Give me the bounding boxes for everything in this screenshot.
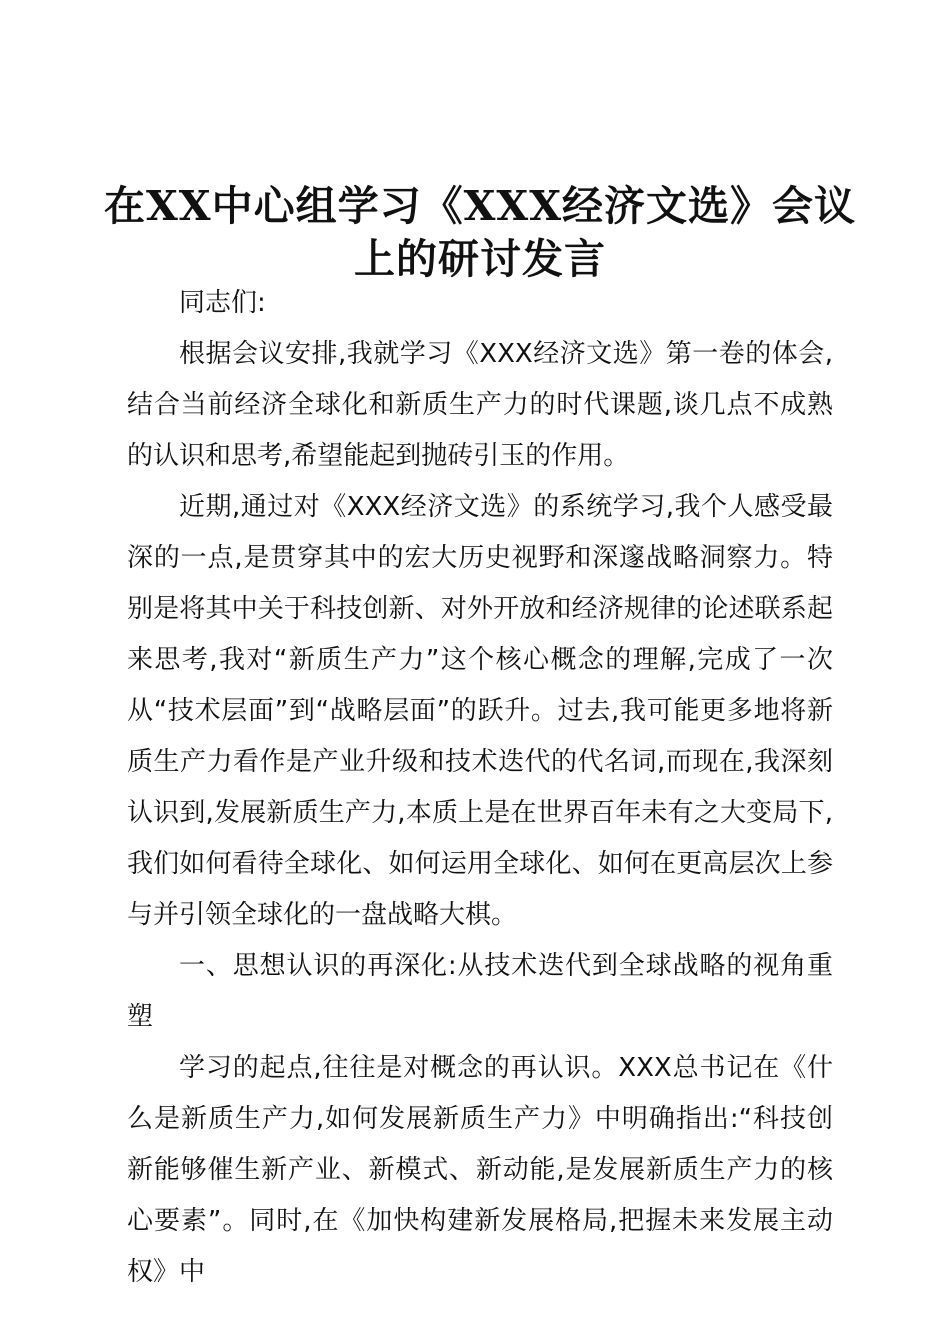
section-heading-1: 一、思想认识的再深化:从技术迭代到全球战略的视角重塑: [127, 951, 833, 1032]
salutation: 同志们:: [179, 288, 266, 318]
paragraph-section-1: 学习的起点,往往是对概念的再认识。XXX总书记在《什么是新质生产力,如何发展新质生产力》中明确指出:“科技创新能够催生新产业、新模式、新动能,是发展新质生产力的核心要素”。同时,在《加快构建新发展格局,把握未来发展主动权》中: [127, 1053, 833, 1287]
paragraph-reflection: 近期,通过对《XXX经济文选》的系统学习,我个人感受最深的一点,是贯穿其中的宏大历史视野和深邃战略洞察力。特别是将其中关于科技创新、对外开放和经济规律的论述联系起来思考,我对“新质生产力”这个核心概念的理解,完成了一次从“技术层面”到“战略层面”的跃升。过去,我可能更多地将新质生产力看作是产业升级和技术迭代的代名词,而现在,我深刻认识到,发展新质生产力,本质上是在世界百年未有之大变局下,我们如何看待全球化、如何运用全球化、如何在更高层次上参与并引领全球化的一盘战略大棋。: [127, 492, 833, 930]
paragraph-intro: 根据会议安排,我就学习《XXX经济文选》第一卷的体会,结合当前经济全球化和新质生产力的时代课题,谈几点不成熟的认识和思考,希望能起到抛砖引玉的作用。: [127, 339, 833, 471]
document-body: [127, 278, 833, 1298]
document-title: 在XX中心组学习《XXX经济文选》会议上的研讨发言: [103, 182, 857, 283]
